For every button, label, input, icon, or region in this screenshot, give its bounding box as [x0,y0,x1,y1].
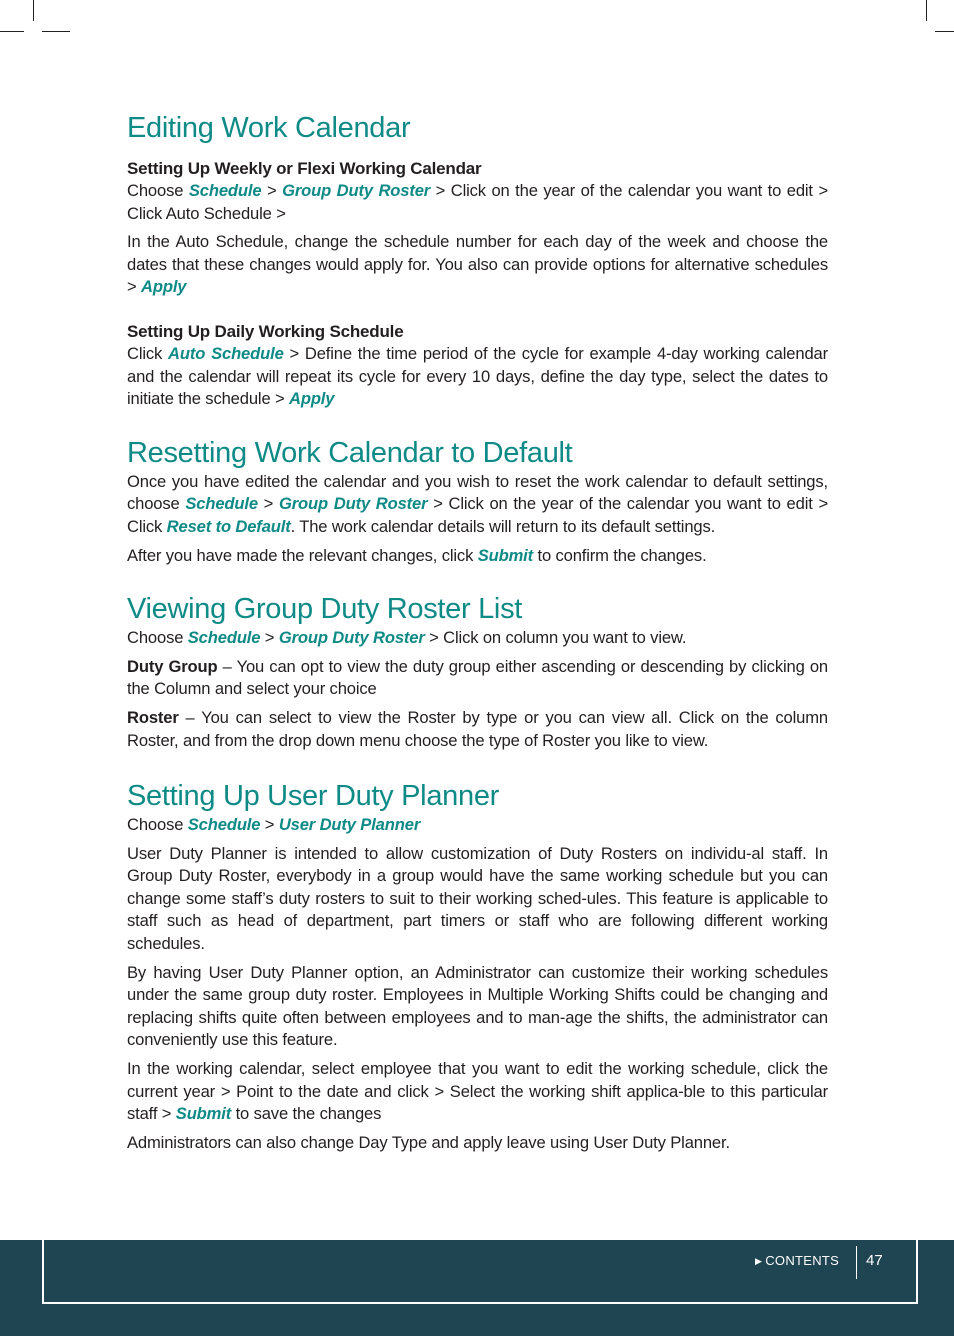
text: – You can select to view the Roster by type or you can view all. Click on the column Roster, and from the drop down menu choose the type of Roster you like to view. [127,707,828,750]
section-title-resetting-work-calendar: Resetting Work Calendar to Default [127,436,573,469]
text: – You can opt to view the duty group either ascending or descending by clicking on the Column and select your choice [127,656,828,699]
term-duty-group: Duty Group [127,656,218,676]
section-title-viewing-group-duty-roster: Viewing Group Duty Roster List [127,593,523,626]
menu-link-schedule[interactable]: Schedule [187,815,261,835]
text: In the working calendar, select employee that you want to edit the working schedule, click the current year > Point to the date and click > Select the working shift applica-ble to this particular staff > [127,1059,828,1124]
text: > [257,494,279,514]
paragraph [127,627,828,650]
text: > Click on the year of the calendar you want to edit > Click Auto Schedule > [127,181,828,223]
text: Once you have edited the calendar and you wish to reset the work calendar to default settings, choose [127,471,828,514]
subheading-daily-working: Setting Up Daily Working Schedule [127,321,404,341]
menu-link-schedule[interactable]: Schedule [185,494,258,514]
text: . The work calendar details will return to its default settings. [290,516,716,536]
paragraph [127,545,828,568]
page-content [127,110,828,1154]
footer-frame [42,1240,918,1304]
paragraph: Administrators can also change Day Type and apply leave using User Duty Planner. [127,1132,730,1152]
contents-label: CONTENTS [765,1253,840,1268]
paragraph [127,231,828,299]
paragraph [127,471,828,539]
crop-mark [0,31,24,32]
text: > Click on column you want to view. [424,628,687,648]
text: Choose [127,181,189,200]
paragraph: User Duty Planner is intended to allow customization of Duty Rosters on individu-al staff. In Group Duty Roster, everybody in a group would have the same working schedule but you can change some staff’s duty rosters to suit to their working sched-ules. This feature is applicable to staff such as head of department, part timers or staff who are following different working schedules. [127,843,828,954]
footer-divider [856,1246,857,1279]
menu-link-schedule[interactable]: Schedule [187,628,261,648]
menu-link-group-duty-roster[interactable]: Group Duty Roster [282,181,431,200]
section-title-editing-work-calendar: Editing Work Calendar [127,112,411,144]
text: > [260,815,279,835]
text: > [260,628,279,648]
text: Click [127,343,169,363]
paragraph [127,814,828,837]
paragraph [127,180,828,225]
paragraph [127,343,828,411]
menu-link-group-duty-roster[interactable]: Group Duty Roster [278,494,428,514]
menu-link-submit[interactable]: Submit [477,545,534,565]
paragraph: By having User Duty Planner option, an Administrator can customize their working schedules under the same group duty roster. Employees in Multiple Working Shifts could be changing and replacing shifts quite often between employees and to man-age the shifts, the administrator can conveniently use this feature. [127,962,828,1050]
crop-mark [42,31,70,32]
menu-link-apply[interactable]: Apply [141,277,187,297]
text: > Click on the year of the calendar you want to edit > Click [127,494,828,536]
page-number: 47 [866,1252,883,1269]
text: to save the changes [231,1104,382,1124]
text: After you have made the relevant changes, click [127,545,478,565]
paragraph [127,1058,828,1126]
menu-link-user-duty-planner[interactable]: User Duty Planner [278,815,421,835]
menu-link-submit[interactable]: Submit [175,1104,232,1124]
text: to confirm the changes. [533,545,707,565]
text: > [261,181,283,200]
text: In the Auto Schedule, change the schedule number for each day of the week and choose the dates that these changes would apply for. You also can provide options for alternative schedules > [127,232,828,297]
menu-link-auto-schedule[interactable]: Auto Schedule [168,343,284,363]
term-roster: Roster [127,707,179,727]
crop-mark [926,0,927,21]
subheading-weekly-flexi: Setting Up Weekly or Flexi Working Calendar [127,159,482,178]
section-title-user-duty-planner: Setting Up User Duty Planner [127,780,499,813]
menu-link-reset-to-default[interactable]: Reset to Default [166,516,291,536]
menu-link-schedule[interactable]: Schedule [188,181,262,200]
crop-mark [935,31,954,32]
contents-link[interactable] [755,1253,839,1268]
paragraph [127,656,828,701]
text: Choose [127,815,188,835]
menu-link-apply[interactable]: Apply [289,389,335,409]
crop-mark [33,0,34,21]
text: Choose [127,628,188,648]
menu-link-group-duty-roster[interactable]: Group Duty Roster [278,628,425,648]
text: > Define the time period of the cycle for example 4-day working calendar and the calendar will repeat its cycle for every 10 days, define the day type, select the dates to initiate the schedule > [127,343,828,409]
paragraph [127,707,828,752]
triangle-right-icon: ▶ [755,1256,763,1266]
